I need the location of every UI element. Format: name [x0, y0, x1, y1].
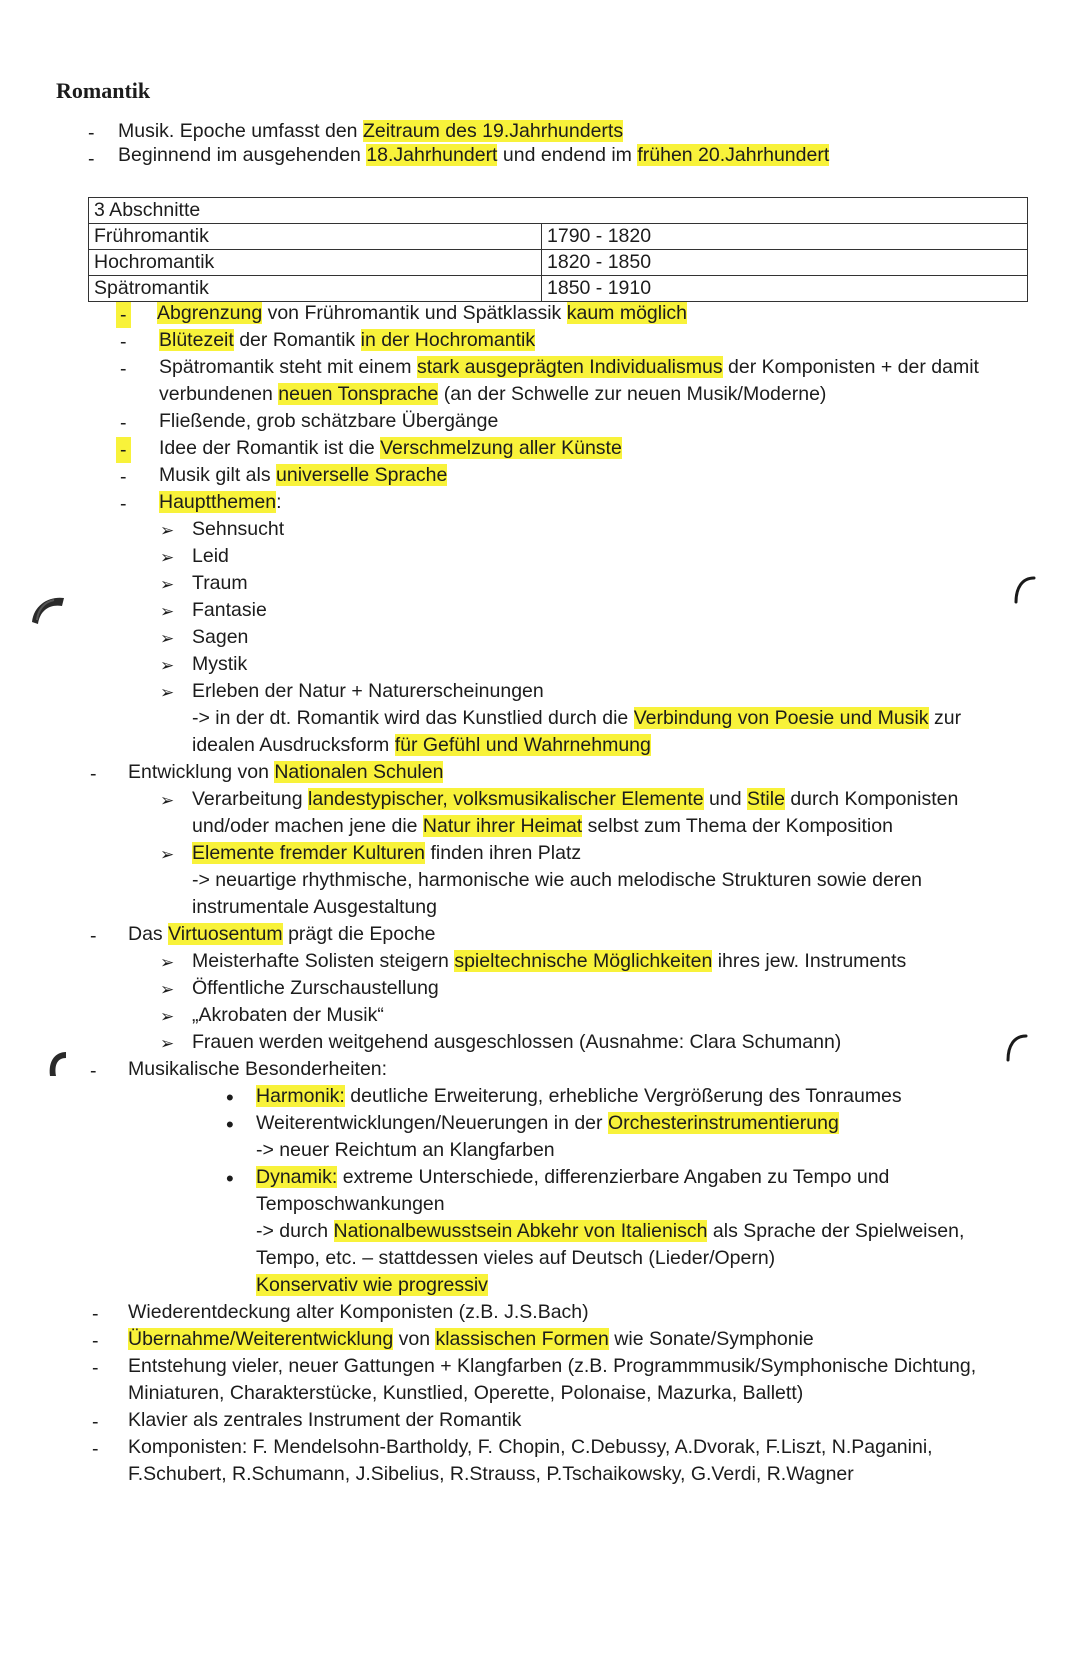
- text-segment: Fantasie: [192, 599, 267, 621]
- text-segment: Leid: [192, 545, 229, 567]
- text-line: [159, 408, 498, 434]
- text-line: [159, 435, 622, 461]
- table-row: [89, 276, 1028, 302]
- arrow-bullet-icon: ➢: [160, 845, 175, 864]
- text-line: [128, 1434, 933, 1460]
- text-segment: :: [276, 491, 282, 513]
- arrow-bullet-icon: ➢: [160, 1034, 175, 1053]
- text-segment: -> neuartige rhythmische, harmonische wie auch melodische Strukturen sowie deren: [192, 869, 922, 891]
- text-segment: Tempo, etc. – stattdessen vieles auf Deutsch (Lieder/Opern): [256, 1247, 776, 1269]
- epochs-table: [88, 197, 1028, 302]
- intro-line-1: [118, 118, 623, 144]
- text-segment: selbst zum Thema der Komposition: [582, 815, 893, 837]
- list-item: [192, 786, 958, 812]
- arrow-bullet-icon: ➢: [160, 548, 175, 567]
- table-header: 3 Abschnitte: [89, 198, 1028, 224]
- list-item: [192, 975, 439, 1001]
- dash-marker: -: [120, 331, 127, 353]
- dash-marker: -: [90, 763, 97, 785]
- text-segment: der Romantik: [233, 329, 361, 351]
- highlighted-text: Übernahme/Weiterentwicklung: [128, 1328, 394, 1350]
- arrow-bullet-icon: ➢: [160, 656, 175, 675]
- text-segment: Musik. Epoche umfasst den: [118, 120, 363, 142]
- highlighted-text: Nationalbewusstsein Abkehr von Italienisch: [333, 1220, 708, 1242]
- text-segment: idealen Ausdrucksform: [192, 734, 395, 756]
- list-item: [192, 624, 248, 650]
- dash-marker: -: [92, 1411, 99, 1433]
- highlighted-text: Verbindung von Poesie und Musik: [633, 707, 929, 729]
- text-line: [159, 354, 979, 380]
- text-segment: Miniaturen, Charakterstücke, Kunstlied, Operette, Polonaise, Mazurka, Ballett): [128, 1382, 804, 1404]
- table-cell-period: 1850 - 1910: [542, 276, 1028, 302]
- text-segment: Sehnsucht: [192, 518, 285, 540]
- text-segment: finden ihren Platz: [425, 842, 582, 864]
- highlighted-text: in der Hochromantik: [360, 329, 536, 351]
- text-line: [128, 921, 436, 947]
- text-segment: Temposchwankungen: [256, 1193, 445, 1215]
- dash-marker: -: [92, 1330, 99, 1352]
- arrow-bullet-icon: ➢: [160, 791, 175, 810]
- text-segment: der Komponisten + der damit: [722, 356, 979, 378]
- text-segment: F.Schubert, R.Schumann, J.Sibelius, R.Strauss, P.Tschaikowsky, G.Verdi, R.Wagner: [128, 1463, 854, 1485]
- highlighted-text: Blütezeit: [159, 329, 234, 351]
- highlighted-text: 18.Jahrhundert: [366, 144, 498, 166]
- text-line: [192, 732, 651, 758]
- text-segment: und/oder machen jene die: [192, 815, 423, 837]
- highlighted-text: landestypischer, volksmusikalischer Elemente: [308, 788, 704, 810]
- text-segment: Das: [128, 923, 169, 945]
- table-row: [89, 250, 1028, 276]
- highlighted-text: Orchesterinstrumentierung: [607, 1112, 839, 1134]
- text-segment: Fließende, grob schätzbare Übergänge: [159, 410, 499, 432]
- list-item: [192, 570, 248, 596]
- text-segment: „Akrobaten der Musik“: [192, 1004, 384, 1026]
- curl-mark-icon: [1000, 1030, 1032, 1064]
- text-segment: -> neuer Reichtum an Klangfarben: [256, 1139, 555, 1161]
- dash-marker: -: [116, 302, 131, 328]
- arrow-bullet-icon: ➢: [160, 1007, 175, 1026]
- list-item: [256, 1110, 839, 1136]
- text-line: [256, 1245, 775, 1271]
- text-segment: Beginnend im ausgehenden: [118, 144, 367, 166]
- list-item: [192, 651, 247, 677]
- table-cell-phase: Spätromantik: [89, 276, 542, 302]
- highlighted-text: klassischen Formen: [435, 1328, 609, 1350]
- highlighted-text: Natur ihrer Heimat: [422, 815, 583, 837]
- list-item: [192, 1029, 841, 1055]
- dash-marker: -: [92, 1438, 99, 1460]
- text-line: [128, 1380, 803, 1406]
- text-segment: zur: [928, 707, 962, 729]
- text-line: [128, 759, 443, 785]
- arrow-bullet-icon: ➢: [160, 980, 175, 999]
- text-line: [159, 462, 447, 488]
- text-segment: ihres jew. Instruments: [712, 950, 907, 972]
- table-cell-phase: Frühromantik: [89, 224, 542, 250]
- highlighted-text: Elemente fremder Kulturen: [192, 842, 426, 864]
- text-line: [256, 1191, 445, 1217]
- dash-marker: -: [88, 122, 95, 144]
- text-segment: Idee der Romantik ist die: [159, 437, 381, 459]
- list-item: [192, 948, 906, 974]
- highlighted-text: Verschmelzung aller Künste: [380, 437, 622, 459]
- text-segment: und: [703, 788, 747, 810]
- bullet-dot-icon: •: [226, 1166, 234, 1191]
- table-cell-phase: Hochromantik: [89, 250, 542, 276]
- text-segment: und endend im: [497, 144, 638, 166]
- list-item: [192, 597, 267, 623]
- text-segment: Klavier als zentrales Instrument der Romantik: [128, 1409, 522, 1431]
- text-segment: Mystik: [192, 653, 248, 675]
- list-item: [192, 840, 581, 866]
- highlighted-text: stark ausgeprägten Individualismus: [416, 356, 723, 378]
- text-segment: instrumentale Ausgestaltung: [192, 896, 437, 918]
- highlighted-text: kaum möglich: [566, 302, 688, 324]
- text-line: [128, 1407, 521, 1433]
- highlighted-text: Stile: [746, 788, 785, 810]
- page-title: Romantik: [56, 78, 151, 103]
- curl-mark-icon: [1010, 572, 1040, 606]
- list-item: [256, 1164, 889, 1190]
- text-segment: verbundenen: [159, 383, 279, 405]
- text-line: [192, 705, 961, 731]
- list-item: [192, 543, 229, 569]
- table-row: [89, 198, 1028, 224]
- text-line: [192, 867, 922, 893]
- text-segment: von Frühromantik und Spätklassik: [262, 302, 567, 324]
- text-segment: Spätromantik steht mit einem: [159, 356, 417, 378]
- highlighted-text: für Gefühl und Wahrnehmung: [394, 734, 651, 756]
- text-line: [128, 1299, 589, 1325]
- dash-marker: -: [120, 493, 127, 515]
- text-segment: Frauen werden weitgehend ausgeschlossen (Ausnahme: Clara Schumann): [192, 1031, 842, 1053]
- bullet-dot-icon: •: [226, 1085, 234, 1110]
- text-segment: Musik gilt als: [159, 464, 277, 486]
- text-segment: Entstehung vieler, neuer Gattungen + Klangfarben (z.B. Programmmusik/Symphonische Dichtung,: [128, 1355, 977, 1377]
- text-segment: Verarbeitung: [192, 788, 309, 810]
- dash-marker: -: [90, 925, 97, 947]
- dash-marker: -: [120, 358, 127, 380]
- highlighted-text: Abgrenzung: [157, 302, 263, 324]
- dash-marker: -: [88, 148, 95, 170]
- text-line: [256, 1218, 964, 1244]
- highlighted-text: Konservativ wie progressiv: [256, 1274, 488, 1296]
- text-line: [128, 1461, 854, 1487]
- text-segment: Entwicklung von: [128, 761, 275, 783]
- text-segment: Öffentliche Zurschaustellung: [192, 977, 439, 999]
- dash-marker: -: [116, 437, 131, 463]
- text-line: [159, 489, 282, 515]
- text-line: [128, 1353, 976, 1379]
- dash-marker: -: [92, 1303, 99, 1325]
- arrow-bullet-icon: ➢: [160, 953, 175, 972]
- text-segment: (an der Schwelle zur neuen Musik/Moderne): [438, 383, 827, 405]
- text-line: [256, 1137, 555, 1163]
- text-segment: -> in der dt. Romantik wird das Kunstlied durch die: [192, 707, 634, 729]
- list-item: [192, 516, 284, 542]
- dash-marker: -: [90, 1060, 97, 1082]
- list-item: [256, 1083, 902, 1109]
- arrow-bullet-icon: ➢: [160, 521, 175, 540]
- dash-marker: -: [120, 466, 127, 488]
- highlighted-text: Nationalen Schulen: [274, 761, 444, 783]
- highlighted-text: Zeitraum des 19.Jahrhunderts: [362, 120, 624, 142]
- punch-hole-mark-icon: [24, 592, 68, 628]
- text-segment: prägt die Epoche: [282, 923, 436, 945]
- text-line: [192, 894, 437, 920]
- dash-marker: -: [92, 1357, 99, 1379]
- text-segment: Erleben der Natur + Naturerscheinungen: [192, 680, 544, 702]
- intro-line-2: [118, 142, 829, 168]
- table-row: [89, 224, 1028, 250]
- text-segment: durch Komponisten: [784, 788, 959, 810]
- text-line: [128, 1326, 814, 1352]
- highlighted-text: spieltechnische Möglichkeiten: [454, 950, 713, 972]
- text-line: [128, 1056, 387, 1082]
- arrow-bullet-icon: ➢: [160, 575, 175, 594]
- text-line: [192, 813, 893, 839]
- table-cell-period: 1820 - 1850: [542, 250, 1028, 276]
- text-segment: Meisterhafte Solisten steigern: [192, 950, 455, 972]
- highlighted-text: Virtuosentum: [168, 923, 283, 945]
- dash-marker: -: [120, 412, 127, 434]
- text-segment: Weiterentwicklungen/Neuerungen in der: [256, 1112, 608, 1134]
- list-item: [192, 1002, 384, 1028]
- arrow-bullet-icon: ➢: [160, 629, 175, 648]
- table-cell-period: 1790 - 1820: [542, 224, 1028, 250]
- text-line: [256, 1272, 488, 1298]
- text-segment: Musikalische Besonderheiten:: [128, 1058, 388, 1080]
- highlighted-text: neuen Tonsprache: [278, 383, 439, 405]
- highlighted-text: frühen 20.Jahrhundert: [637, 144, 830, 166]
- text-segment: als Sprache der Spielweisen,: [707, 1220, 965, 1242]
- highlighted-text: Hauptthemen: [159, 491, 277, 513]
- arrow-bullet-icon: ➢: [160, 683, 175, 702]
- text-segment: extreme Unterschiede, differenzierbare Angaben zu Tempo und: [337, 1166, 890, 1188]
- punch-hole-mark-icon: [36, 1046, 72, 1082]
- text-segment: deutliche Erweiterung, erhebliche Vergrößerung des Tonraumes: [344, 1085, 902, 1107]
- arrow-bullet-icon: ➢: [160, 602, 175, 621]
- highlighted-text: Harmonik:: [256, 1085, 345, 1107]
- text-segment: Traum: [192, 572, 248, 594]
- text-segment: Komponisten: F. Mendelsohn-Bartholdy, F. Chopin, C.Debussy, A.Dvorak, F.Liszt, N.Paganini,: [128, 1436, 933, 1458]
- text-segment: -> durch: [256, 1220, 334, 1242]
- text-segment: wie Sonate/Symphonie: [608, 1328, 814, 1350]
- highlighted-text: universelle Sprache: [276, 464, 448, 486]
- text-segment: Sagen: [192, 626, 249, 648]
- text-line: [157, 300, 687, 326]
- text-segment: Wiederentdeckung alter Komponisten (z.B. J.S.Bach): [128, 1301, 589, 1323]
- text-line: [159, 327, 535, 353]
- text-segment: von: [393, 1328, 436, 1350]
- highlighted-text: Dynamik:: [256, 1166, 338, 1188]
- bullet-dot-icon: •: [226, 1112, 234, 1137]
- text-line: [159, 381, 826, 407]
- list-item: [192, 678, 544, 704]
